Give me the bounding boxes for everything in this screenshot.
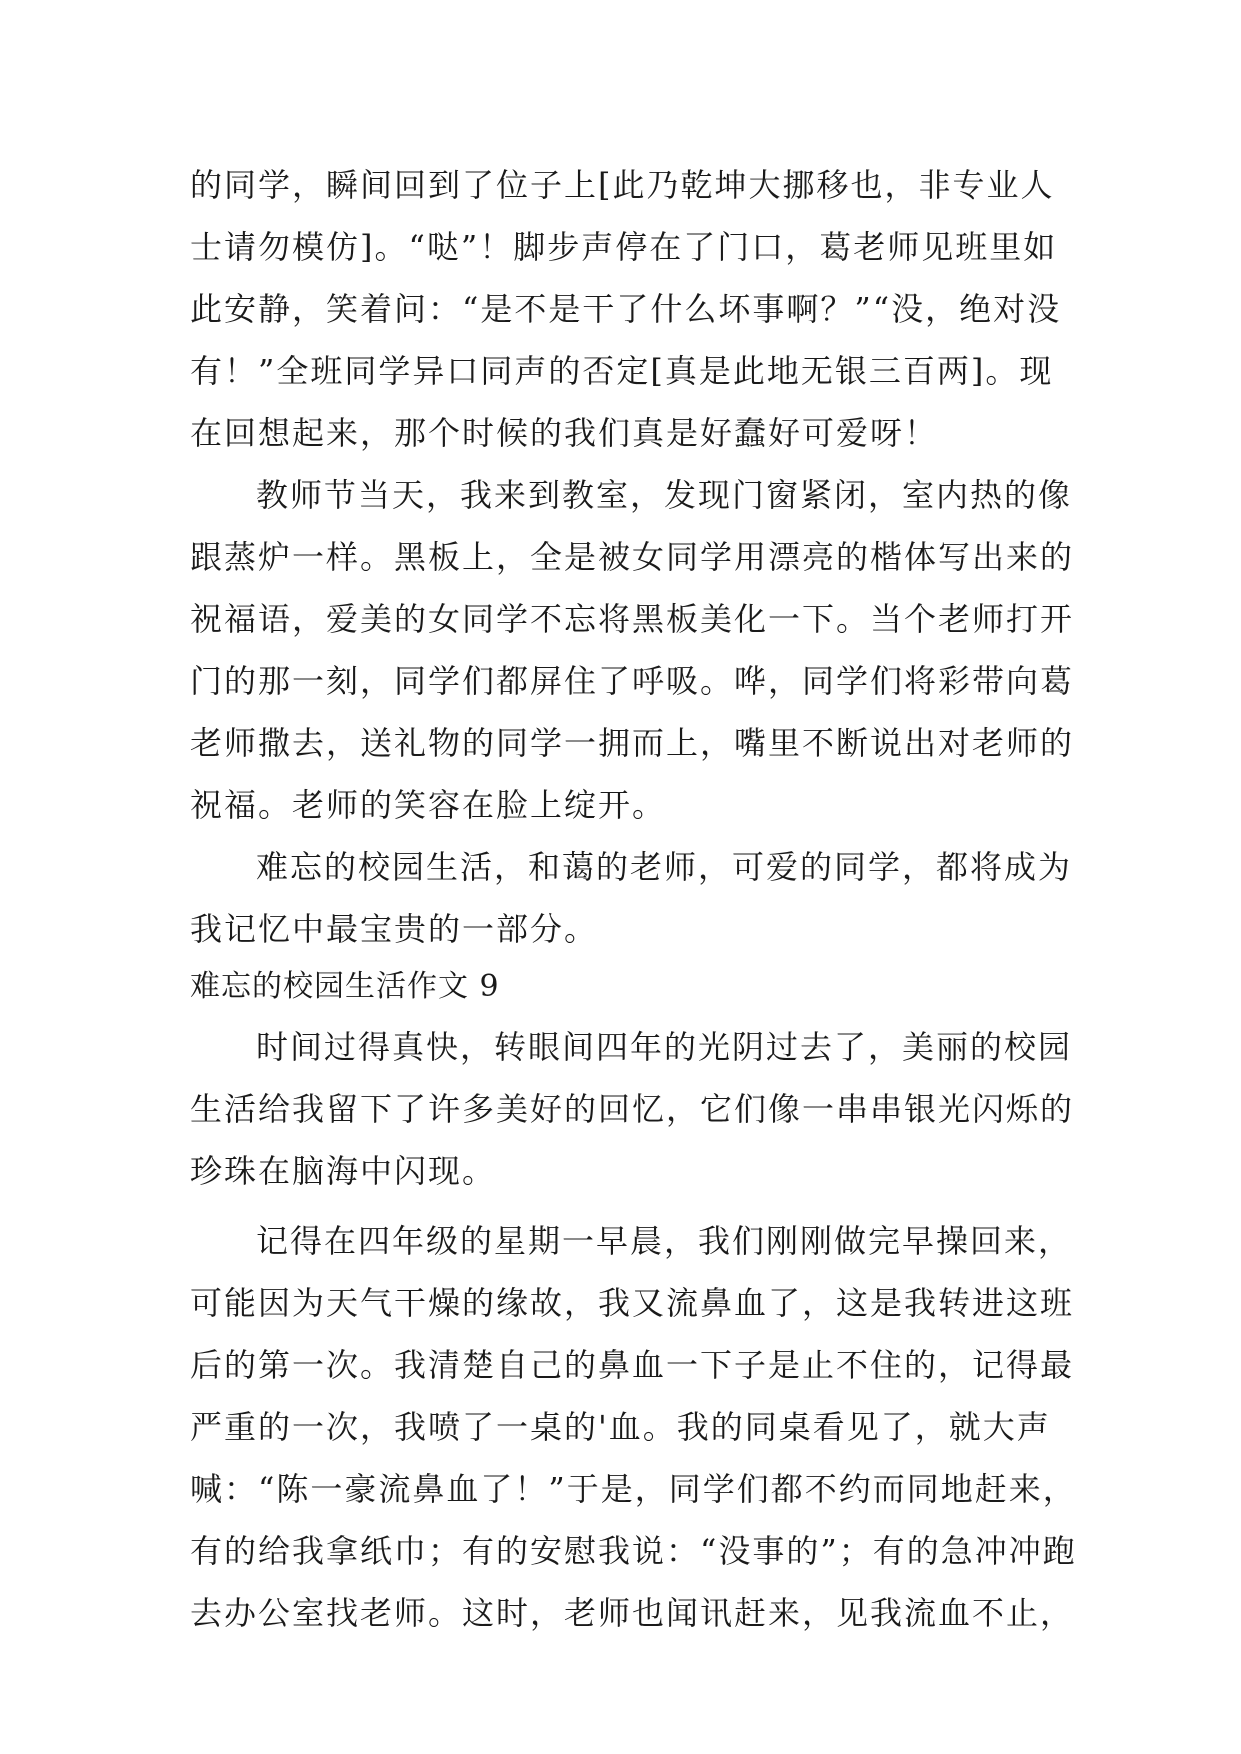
text-line: 生活给我留下了许多美好的回忆，它们像一串串银光闪烁的 — [190, 1090, 1075, 1128]
paragraph-first-line: 记得在四年级的星期一早晨，我们刚刚做完早操回来， — [256, 1222, 1073, 1260]
section-heading: 难忘的校园生活作文 9 — [190, 969, 500, 1004]
text-line: 去办公室找老师。这时，老师也闻讯赶来，见我流血不止， — [190, 1594, 1075, 1632]
text-line: 在回想起来，那个时候的我们真是好蠢好可爱呀！ — [190, 414, 939, 452]
text-line: 可能因为天气干燥的缘故，我又流鼻血了，这是我转进这班 — [190, 1284, 1075, 1322]
text-line: 严重的一次，我喷了一桌的'血。我的同桌看见了，就大声 — [190, 1408, 1051, 1446]
text-line: 我记忆中最宝贵的一部分。 — [190, 910, 599, 948]
text-line: 珍珠在脑海中闪现。 — [190, 1152, 497, 1190]
paragraph-first-line: 时间过得真快，转眼间四年的光阴过去了，美丽的校园 — [256, 1028, 1073, 1066]
text-line: 后的第一次。我清楚自己的鼻血一下子是止不住的，记得最 — [190, 1346, 1075, 1384]
text-line: 跟蒸炉一样。黑板上，全是被女同学用漂亮的楷体写出来的 — [190, 538, 1075, 576]
text-line: 的同学，瞬间回到了位子上[此乃乾坤大挪移也，非专业人 — [190, 166, 1055, 204]
text-line: 有！”全班同学异口同声的否定[真是此地无银三百两]。现 — [190, 352, 1054, 390]
paragraph-first-line: 难忘的校园生活，和蔼的老师，可爱的同学，都将成为 — [256, 848, 1073, 886]
text-line: 有的给我拿纸巾；有的安慰我说：“没事的”；有的急冲冲跑 — [190, 1532, 1077, 1570]
text-line: 士请勿模仿]。“哒”！脚步声停在了门口，葛老师见班里如 — [190, 228, 1058, 266]
text-line: 祝福语，爱美的女同学不忘将黑板美化一下。当个老师打开 — [190, 600, 1075, 638]
paragraph-first-line: 教师节当天，我来到教室，发现门窗紧闭，室内热的像 — [256, 476, 1073, 514]
text-line: 祝福。老师的笑容在脸上绽开。 — [190, 786, 667, 824]
text-line: 门的那一刻，同学们都屏住了呼吸。哗，同学们将彩带向葛 — [190, 662, 1075, 700]
text-line: 此安静，笑着问：“是不是干了什么坏事啊？”“没，绝对没 — [190, 290, 1062, 328]
text-line: 老师撒去，送礼物的同学一拥而上，嘴里不断说出对老师的 — [190, 724, 1075, 762]
text-line: 喊：“陈一豪流鼻血了！”于是，同学们都不约而同地赶来， — [190, 1470, 1077, 1508]
